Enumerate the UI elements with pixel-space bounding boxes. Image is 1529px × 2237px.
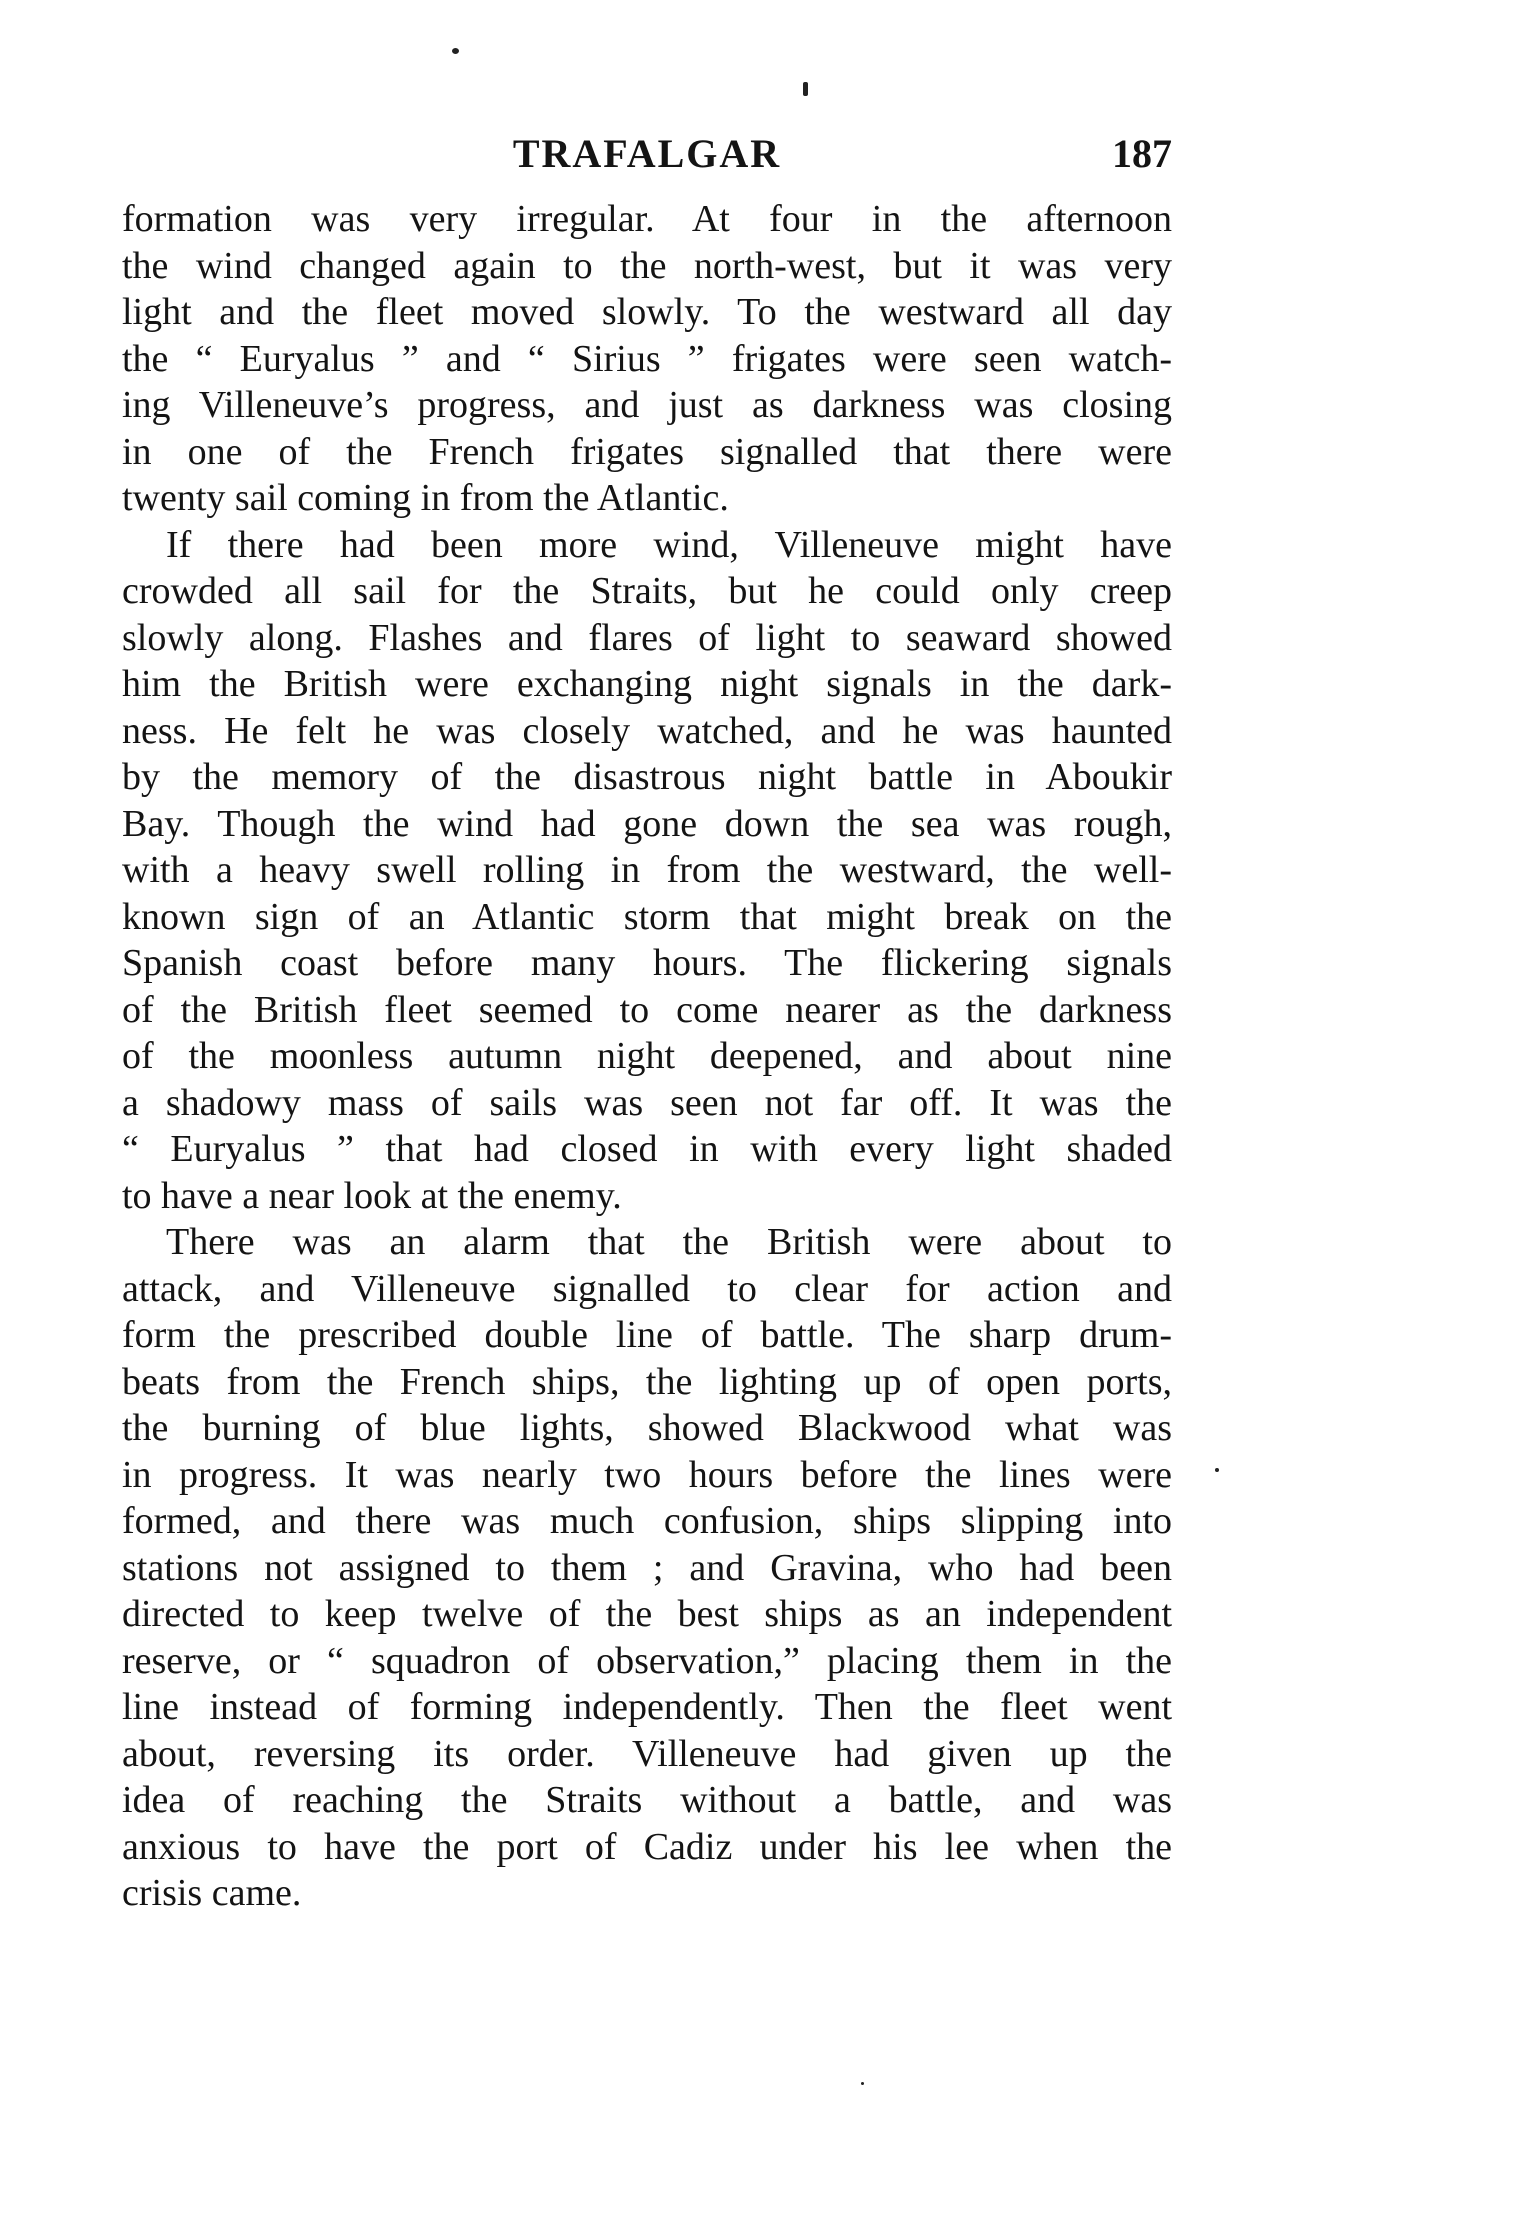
text-line: line instead of forming independently. Then the fleet went [122, 1686, 1172, 1728]
text-line: ness. He felt he was closely watched, and he was haunted [122, 709, 1172, 752]
text-line: form the prescribed double line of battle. The sharp drum- [122, 1314, 1172, 1356]
text-line: “ Euryalus ” that had closed in with every light shaded [122, 1128, 1172, 1170]
text-line: directed to keep twelve of the best ships as an independent [122, 1593, 1172, 1635]
text-line: by the memory of the disastrous night battle in Aboukir [122, 756, 1172, 798]
text-line: idea of reaching the Straits without a battle, and was [122, 1779, 1172, 1821]
text-line: beats from the French ships, the lighting up of open ports, [122, 1360, 1172, 1403]
page-body [122, 196, 1172, 1917]
page-number: 187 [1112, 131, 1172, 176]
text-line: in progress. It was nearly two hours before the lines were [122, 1453, 1172, 1496]
text-line: There was an alarm that the British were about to [166, 1221, 1172, 1263]
scan-speck [1215, 1468, 1219, 1472]
text-line: slowly along. Flashes and flares of light to seaward showed [122, 616, 1172, 659]
running-head: TRAFALGAR [512, 131, 782, 176]
text-line: If there had been more wind, Villeneuve might have [166, 523, 1172, 566]
paragraph-1 [122, 196, 1172, 522]
text-line: the burning of blue lights, showed Blackwood what was [122, 1407, 1172, 1449]
paragraph-3 [122, 1219, 1172, 1917]
scan-speck [861, 2082, 864, 2085]
text-line: Bay. Though the wind had gone down the sea was rough, [122, 802, 1172, 845]
text-line: reserve, or “ squadron of observation,” placing them in the [122, 1639, 1172, 1682]
text-line: crisis came. [122, 1872, 302, 1914]
text-line: anxious to have the port of Cadiz under his lee when the [122, 1825, 1172, 1868]
page-header [122, 128, 1172, 180]
text-line: attack, and Villeneuve signalled to clear for action and [122, 1267, 1172, 1310]
text-line: of the British fleet seemed to come nearer as the darkness [122, 988, 1172, 1031]
text-line: ing Villeneuve’s progress, and just as darkness was closing [122, 384, 1172, 426]
text-line: a shadowy mass of sails was seen not far off. It was the [122, 1081, 1172, 1124]
text-line: formation was very irregular. At four in the afternoon [122, 198, 1172, 240]
text-line: about, reversing its order. Villeneuve had given up the [122, 1732, 1172, 1775]
scan-speck [452, 48, 459, 54]
text-line: of the moonless autumn night deepened, and about nine [122, 1035, 1172, 1077]
text-line: him the British were exchanging night signals in the dark- [122, 663, 1172, 705]
text-line: light and the fleet moved slowly. To the westward all day [122, 291, 1172, 333]
text-line: to have a near look at the enemy. [122, 1174, 622, 1217]
text-line: the “ Euryalus ” and “ Sirius ” frigates were seen watch- [122, 337, 1172, 380]
text-line: stations not assigned to them ; and Gravina, who had been [122, 1546, 1172, 1589]
scan-speck [803, 82, 808, 96]
paragraph-2 [122, 522, 1172, 1220]
text-line: crowded all sail for the Straits, but he could only creep [122, 570, 1172, 612]
text-line: in one of the French frigates signalled that there were [122, 430, 1172, 473]
text-line: Spanish coast before many hours. The flickering signals [122, 942, 1172, 984]
text-line: twenty sail coming in from the Atlantic. [122, 477, 729, 519]
text-line: with a heavy swell rolling in from the westward, the well- [122, 849, 1172, 891]
text-line: known sign of an Atlantic storm that might break on the [122, 895, 1172, 938]
text-line: the wind changed again to the north-west, but it was very [122, 244, 1172, 287]
text-line: formed, and there was much confusion, ships slipping into [122, 1500, 1172, 1542]
